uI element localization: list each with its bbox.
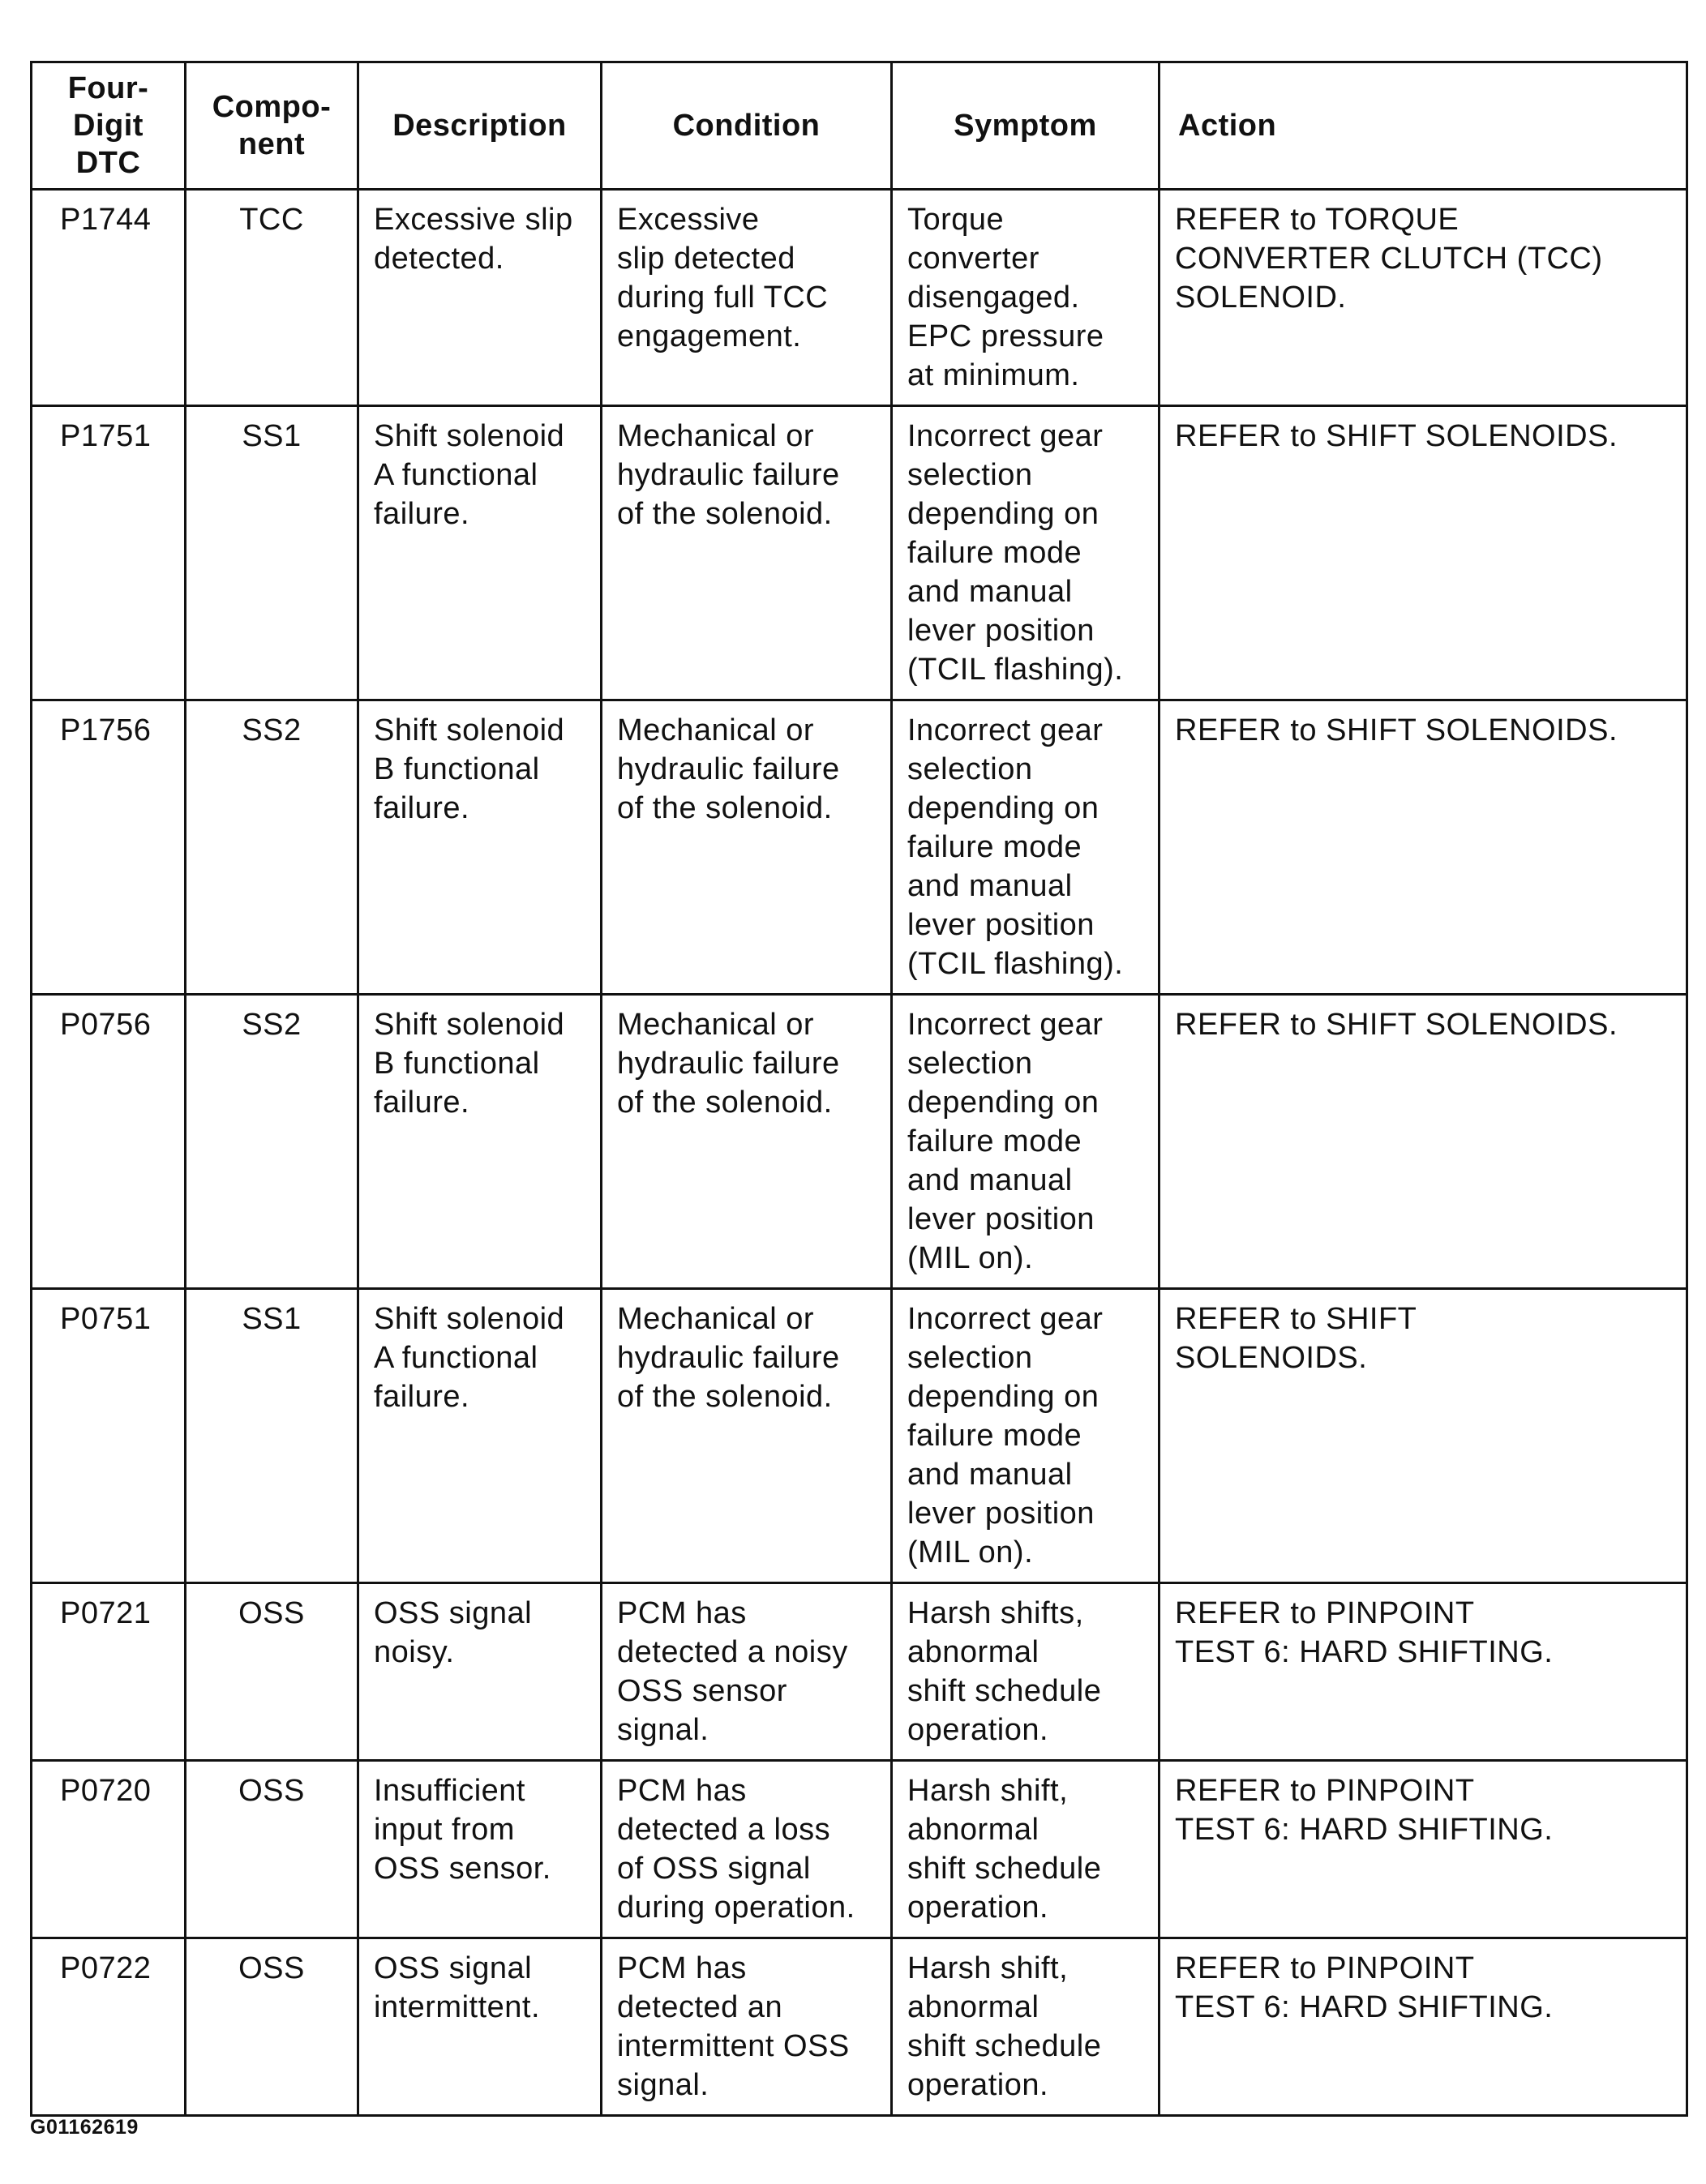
- cell-condition: Mechanical or hydraulic failure of the solenoid.: [602, 995, 892, 1289]
- cell-dtc: P0751: [32, 1289, 186, 1583]
- cell-action: REFER to PINPOINT TEST 6: HARD SHIFTING.: [1159, 1938, 1687, 2116]
- cell-condition: PCM has detected a noisy OSS sensor signal.: [602, 1583, 892, 1761]
- cell-description: Shift solenoid B functional failure.: [358, 700, 602, 995]
- cell-dtc: P0722: [32, 1938, 186, 2116]
- cell-component: SS2: [186, 700, 358, 995]
- cell-condition: Mechanical or hydraulic failure of the solenoid.: [602, 406, 892, 700]
- header-component: Compo- nent: [186, 62, 358, 190]
- cell-symptom: Harsh shifts, abnormal shift schedule operation.: [892, 1583, 1159, 1761]
- table-row: [32, 1289, 1687, 1583]
- cell-action: REFER to TORQUE CONVERTER CLUTCH (TCC) SOLENOID.: [1159, 190, 1687, 406]
- cell-description: Shift solenoid B functional failure.: [358, 995, 602, 1289]
- cell-action: REFER to PINPOINT TEST 6: HARD SHIFTING.: [1159, 1583, 1687, 1761]
- cell-dtc: P1744: [32, 190, 186, 406]
- cell-symptom: Incorrect gear selection depending on failure mode and manual lever position (TCIL flashing).: [892, 406, 1159, 700]
- cell-symptom: Harsh shift, abnormal shift schedule operation.: [892, 1761, 1159, 1938]
- cell-component: SS2: [186, 995, 358, 1289]
- cell-dtc: P1756: [32, 700, 186, 995]
- cell-description: Insufficient input from OSS sensor.: [358, 1761, 602, 1938]
- cell-action: REFER to SHIFT SOLENOIDS.: [1159, 700, 1687, 995]
- cell-component: SS1: [186, 406, 358, 700]
- cell-symptom: Incorrect gear selection depending on failure mode and manual lever position (MIL on).: [892, 995, 1159, 1289]
- header-description: Description: [358, 62, 602, 190]
- table-row: [32, 995, 1687, 1289]
- dtc-table: [30, 61, 1688, 2117]
- cell-action: REFER to SHIFT SOLENOIDS.: [1159, 406, 1687, 700]
- table-row: [32, 1761, 1687, 1938]
- cell-dtc: P1751: [32, 406, 186, 700]
- header-symptom: Symptom: [892, 62, 1159, 190]
- cell-action: REFER to SHIFT SOLENOIDS.: [1159, 995, 1687, 1289]
- cell-description: OSS signal noisy.: [358, 1583, 602, 1761]
- cell-component: TCC: [186, 190, 358, 406]
- cell-component: OSS: [186, 1938, 358, 2116]
- header-action: Action: [1159, 62, 1687, 190]
- header-condition: Condition: [602, 62, 892, 190]
- table-body: [32, 190, 1687, 2116]
- cell-condition: Mechanical or hydraulic failure of the solenoid.: [602, 1289, 892, 1583]
- table-row: [32, 1938, 1687, 2116]
- cell-symptom: Incorrect gear selection depending on failure mode and manual lever position (TCIL flashing).: [892, 700, 1159, 995]
- cell-condition: Excessive slip detected during full TCC engagement.: [602, 190, 892, 406]
- cell-component: OSS: [186, 1583, 358, 1761]
- cell-action: REFER to PINPOINT TEST 6: HARD SHIFTING.: [1159, 1761, 1687, 1938]
- header-dtc: Four- Digit DTC: [32, 62, 186, 190]
- cell-action: REFER to SHIFT SOLENOIDS.: [1159, 1289, 1687, 1583]
- table-header-row: [32, 62, 1687, 190]
- table-row: [32, 1583, 1687, 1761]
- cell-symptom: Torque converter disengaged. EPC pressure at minimum.: [892, 190, 1159, 406]
- cell-component: SS1: [186, 1289, 358, 1583]
- cell-description: OSS signal intermittent.: [358, 1938, 602, 2116]
- cell-description: Excessive slip detected.: [358, 190, 602, 406]
- cell-condition: Mechanical or hydraulic failure of the solenoid.: [602, 700, 892, 995]
- cell-dtc: P0720: [32, 1761, 186, 1938]
- table-row: [32, 406, 1687, 700]
- cell-symptom: Incorrect gear selection depending on failure mode and manual lever position (MIL on).: [892, 1289, 1159, 1583]
- table-row: [32, 700, 1687, 995]
- cell-condition: PCM has detected an intermittent OSS signal.: [602, 1938, 892, 2116]
- cell-component: OSS: [186, 1761, 358, 1938]
- figure-code: G01162619: [30, 2116, 139, 2139]
- cell-condition: PCM has detected a loss of OSS signal during operation.: [602, 1761, 892, 1938]
- cell-dtc: P0756: [32, 995, 186, 1289]
- cell-dtc: P0721: [32, 1583, 186, 1761]
- table-row: [32, 190, 1687, 406]
- cell-description: Shift solenoid A functional failure.: [358, 406, 602, 700]
- cell-symptom: Harsh shift, abnormal shift schedule operation.: [892, 1938, 1159, 2116]
- cell-description: Shift solenoid A functional failure.: [358, 1289, 602, 1583]
